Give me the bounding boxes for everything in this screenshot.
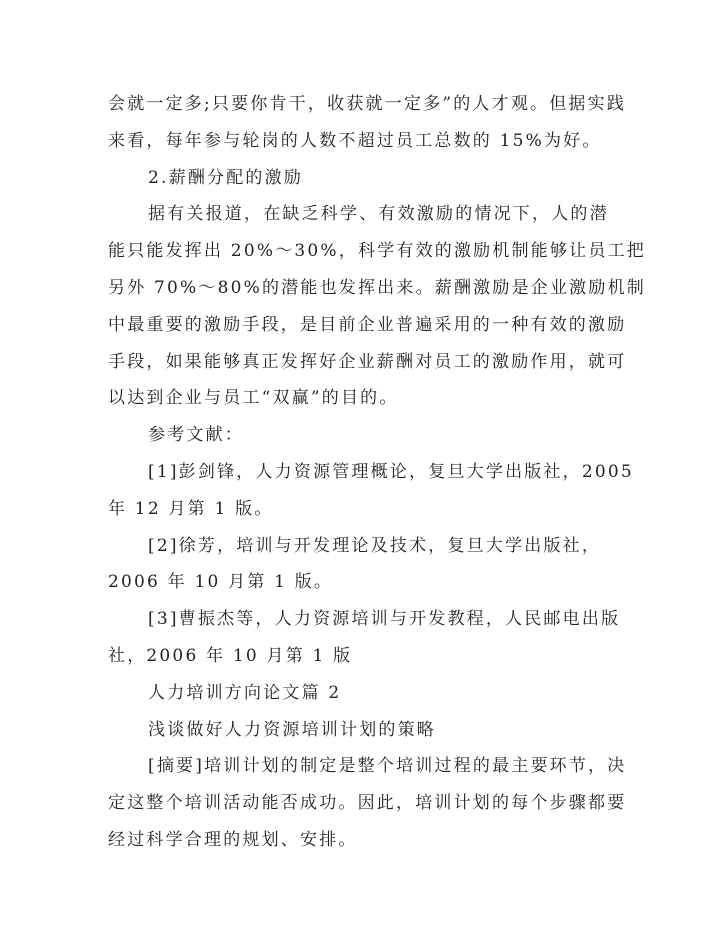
body-text-line: 来看，每年参与轮岗的人数不超过员工总数的 15%为好。 [108, 130, 602, 151]
body-text-line: 手段，如果能够真正发挥好企业薪酬对员工的激励作用，就可 [108, 351, 627, 372]
reference-item-1-cont: 年 12 月第 1 版。 [108, 498, 274, 519]
reference-item-3-cont: 社，2006 年 10 月第 1 版 [108, 645, 353, 666]
abstract-text-line: 定这整个培训活动能否成功。因此，培训计划的每个步骤都要 [108, 793, 627, 814]
body-text-line: 以达到企业与员工“双赢”的目的。 [108, 388, 399, 409]
abstract-text-line: 经过科学合理的规划、安排。 [108, 829, 358, 850]
article-section-title: 人力培训方向论文篇 2 [148, 682, 342, 703]
body-text-line: 据有关报道，在缺乏科学、有效激励的情况下，人的潜 [148, 204, 609, 225]
references-heading: 参考文献： [148, 425, 244, 446]
article-title: 浅谈做好人力资源培训计划的策略 [148, 719, 436, 740]
body-text-line: 能只能发挥出 20%～30%，科学有效的激励机制能够让员工把 [108, 241, 646, 262]
body-text-line: 会就一定多;只要你肯干，收获就一定多”的人才观。但据实践 [108, 94, 627, 114]
abstract-text-line: [摘要]培训计划的制定是整个培训过程的最主要环节，决 [148, 756, 627, 777]
section-heading: 2.薪酬分配的激励 [148, 167, 304, 188]
document-page [108, 86, 646, 859]
reference-item-2-cont: 2006 年 10 月第 1 版。 [108, 572, 334, 593]
body-text-line: 中最重要的激励手段，是目前企业普遍采用的一种有效的激励 [108, 314, 627, 335]
body-text-line: 另外 70%～80%的潜能也发挥出来。薪酬激励是企业激励机制 [108, 277, 646, 298]
reference-item-1: [1]彭剑锋，人力资源管理概论，复旦大学出版社，2005 [148, 461, 634, 482]
reference-item-3: [3]曹振杰等，人力资源培训与开发教程，人民邮电出版 [148, 609, 621, 630]
reference-item-2: [2]徐芳，培训与开发理论及技术，复旦大学出版社， [148, 535, 602, 556]
